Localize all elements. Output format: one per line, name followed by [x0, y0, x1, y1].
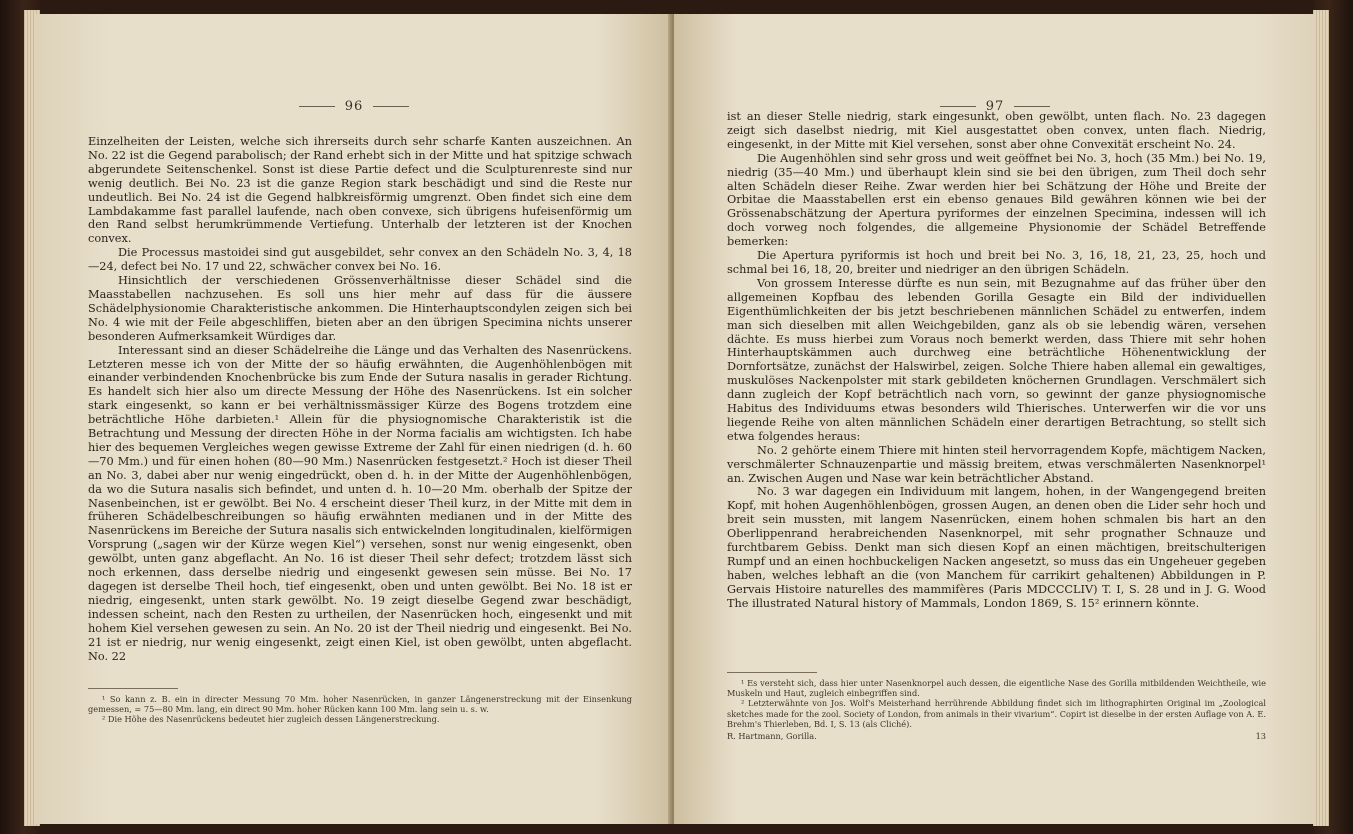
- paragraph: Einzelheiten der Leisten, welche sich ihrerseits durch sehr scharfe Kanten auszeichnen. An No. 22 ist die Gegend parabolisch; der Rand erhebt sich in der Mitte und hat spitzige schwach abgerundete Seitenschenkel. Sonst ist diese Partie defect und die Sculpturenreste sind nur wenig deutlich. Bei No. 23 ist die ganze Region stark beschädigt und sind die Reste nur undeutlich. Bei No. 24 ist die Gegend halbkreisförmig umgrenzt. Oben findet sich eine dem Lambdakamme fast parallel laufende, nach oben convexe, sich übrigens hufeisenförmig um den Rand selbst herumkrümmende Vertiefung. Unterhalb der letzteren ist der Knochen convex.: [88, 135, 632, 246]
- left-page-header: [36, 96, 672, 116]
- left-page-footnotes: [88, 688, 632, 725]
- paragraph: Die Augenhöhlen sind sehr gross und weit geöffnet bei No. 3, hoch (35 Mm.) bei No. 19, niedrig (35—40 Mm.) und überhaupt klein sind sie bei den übrigen, zum Theil doch sehr alten Schädeln dieser Reihe. Zwar werden hier bei Schätzung der Höhe und Breite der Orbitae die Maasstabellen erst ein ebenso genaues Bild gewähren können wie bei der Grössenabschätzung der Apertura pyriformes der einzelnen Specimina, indessen will ich doch vorweg noch folgendes, die allgemeine Physionomie der Schädel Betreffende bemerken:: [727, 151, 1266, 249]
- header-rule: [299, 106, 335, 107]
- paragraph: Die Apertura pyriformis ist hoch und breit bei No. 3, 16, 18, 21, 23, 25, hoch und schmal bei 16, 18, 20, breiter und niedriger an den übrigen Schädeln.: [727, 249, 1266, 276]
- paragraph: ist an dieser Stelle niedrig, stark eingesunkt, oben gewölbt, unten flach. No. 23 dagegen zeigt sich daselbst niedrig, mit Kiel ausgestattet oben convex, unten flach. Niedrig, eingesenkt, in der Mitte mit Kiel versehen, sonst aber ohne Convexität erscheint No. 24.: [727, 110, 1266, 151]
- footnote-rule: [88, 688, 178, 689]
- header-rule: [940, 106, 976, 107]
- paragraph: Hinsichtlich der verschiedenen Grössenverhältnisse dieser Schädel sind die Maasstabellen nachzusehen. Es soll uns hier mehr auf dass für die äussere Schädelphysionomie Charakteristische ankommen. Die Hinterhauptscondylen zeigen sich bei No. 4 wie mit der Feile abgeschliffen, bieten aber an den übrigen Specimina nichts unserer besonderen Aufmerksamkeit Würdiges dar.: [88, 274, 632, 343]
- right-page-body: [727, 110, 1266, 611]
- right-page: [674, 14, 1316, 824]
- left-page-body: [88, 135, 632, 663]
- paragraph: Die Processus mastoidei sind gut ausgebildet, sehr convex an den Schädeln No. 3, 4, 18—24, defect bei No. 17 und 22, schwächer convex bei No. 16.: [88, 246, 632, 274]
- signature-line: [727, 731, 1266, 741]
- signature-author: R. Hartmann, Gorilla.: [727, 731, 817, 742]
- right-page-footnotes: [727, 672, 1266, 741]
- footnote: ² Die Höhe des Nasenrückens bedeutet hier zugleich dessen Längenerstreckung.: [102, 714, 440, 725]
- header-rule: [373, 106, 409, 107]
- footnote-rule: [727, 672, 817, 673]
- signature-number: 13: [1255, 731, 1266, 742]
- left-page: [36, 14, 672, 824]
- left-page-number: 96: [344, 98, 364, 114]
- right-page-number: 97: [985, 98, 1005, 114]
- paragraph: No. 2 gehörte einem Thiere mit hinten steil hervorragendem Kopfe, mächtigem Nacken, verschmälerter Schnauzenpartie und mässig breitem, etwas verschmälerten Nasenknorpel¹ an. Zwischen Augen und Nase war kein beträchtlicher Abstand.: [727, 443, 1266, 485]
- footnote: ¹ Es versteht sich, dass hier unter Nasenknorpel auch dessen, die eigentliche Nase des Gorilla mitbildenden Weichtheile, wie Muskeln und Haut, zugleich einbegriffen sind.: [727, 678, 1266, 699]
- paragraph: Von grossem Interesse dürfte es nun sein, mit Bezugnahme auf das früher über den allgemeinen Kopfbau des lebenden Gorilla Gesagte ein Bild der individuellen Eigenthümlichkeiten der bis jetzt beschriebenen männlichen Schädel zu entwerfen, indem man sich dieselben mit allen Weichgebilden, ganz als ob sie lebendig wären, versehen dächte. Es muss hierbei zum Voraus noch bemerkt werden, dass Thiere mit sehr hohen Hinterhauptskämmen auch durchweg eine beträchtliche Höhenentwicklung der Dornfortsätze, zunächst der Halswirbel, zeigen. Solche Thiere haben allemal ein gewaltiges, muskulöses Nackenpolster mit stark gebildeten knöchernen Grundlagen. Verschmälert sich dann zugleich der Kopf beträchtlich nach vorn, so gewinnt der ganze physiognomische Habitus des Individuums etwas besonders wild Thierisches. Unterwerfen wir die vor uns liegende Reihe von alten männlichen Schädeln einer derartigen Betrachtung, so stellt sich etwa folgendes heraus:: [727, 276, 1266, 443]
- footnote: ² Letzterwähnte von Jos. Wolf's Meisterhand herrührende Abbildung findet sich im lithographirten Original im „Zoological sketches made for the zool. Society of London, from animals in their vivarium“. Copirt ist dieselbe in der ersten Auflage von A. E. Brehm's Thierleben, Bd. I, S. 13 (als Cliché).: [727, 698, 1266, 729]
- header-rule: [1014, 106, 1050, 107]
- paragraph: Interessant sind an dieser Schädelreihe die Länge und das Verhalten des Nasenrückens. Letzteren messe ich von der Mitte der so häufig erwähnten, die Augenhöhlenbögen mit einander verbindenden Knochenbrücke bis zum Ende der Sutura nasalis in gerader Richtung. Es handelt sich hier also um directe Messung der Höhe des Nasenrückens. Ist ein solcher stark eingesenkt, so kann er bei verhältnissmässiger Kürze des Bogens trotzdem eine beträchtliche Höhe darbieten.¹ Allein für die physiognomische Charakteristik ist die Betrachtung und Messung der directen Höhe in der Norma facialis am wichtigsten. Ich habe hier des bequemen Vergleiches wegen gewisse Extreme der Zahl für einen niedrigen (d. h. 60—70 Mm.) und für einen hohen (80—90 Mm.) Nasenrücken festgesetzt.² Hoch ist dieser Theil an No. 3, dabei aber nur wenig eingedrückt, oben d. h. in der Mitte der Augenhöhlenbögen, da wo die Sutura nasalis sich befindet, und unten d. h. 10—20 Mm. oberhalb der Spitze der Nasenbeinchen, ist er gewölbt. Bei No. 4 erscheint dieser Theil kurz, in der Mitte mit dem in früheren Schädelbeschreibungen so häufig erwähnten medianen und in der Mitte des Nasenrückens im Bereiche der Sutura nasalis sich entwickelnden longitudinalen, kielförmigen Vorsprung („sagen wir der Kürze wegen Kiel“) versehen, sonst nur wenig eingesenkt, oben gewölbt, unten ganz abgeflacht. An No. 16 ist dieser Theil sehr defect; trotzdem lässt sich noch erkennen, dass derselbe niedrig und eingesenkt gewesen sein müsse. Bei No. 17 dagegen ist derselbe Theil hoch, tief eingesenkt, oben und unten gewölbt. Bei No. 18 ist er niedrig, eingesenkt, unten stark gewölbt. No. 19 zeigt dieselbe Gegend zwar beschädigt, indessen scheint, nach den Resten zu urtheilen, der Nasenrücken hoch, eingesenkt und mit hohem Kiel versehen gewesen zu sein. An No. 20 ist der Theil niedrig und eingesenkt. Bei No. 21 ist er niedrig, nur wenig eingesenkt, zeigt einen Kiel, ist oben gewölbt, unten abgeflacht. No. 22: [88, 343, 632, 663]
- paragraph: No. 3 war dagegen ein Individuum mit langem, hohen, in der Wangengegend breiten Kopf, mit hohen Augenhöhlenbögen, grossen Augen, an denen oben die Lider sehr hoch und breit sein mussten, mit langem Nasenrücken, einem hohen schmalen bis hart an den Oberlippenrand herabreichenden Nasenknorpel, mit sehr prognather Schnauze und furchtbarem Gebiss. Denkt man sich diesen Kopf an einen mächtigen, breitschulterigen Rumpf und an einen hochbuckeligen Nacken angesetzt, so muss das ein Ungeheuer gegeben haben, welches lebhaft an die (von Manchem für carrikirt gehaltenen) Abbildungen in P. Gervais Histoire naturelles des mammifères (Paris MDCCCLIV) T. I, S. 28 und in J. G. Wood The illustrated Natural history of Mammals, London 1869, S. 15² erinnern könnte.: [727, 485, 1266, 610]
- footnote: ¹ So kann z. B. ein in directer Messung 70 Mm. hoher Nasenrücken, in ganzer Längenerstreckung mit der Einsenkung gemessen, = 75—80 Mm. lang, ein direct 90 Mm. hoher Rücken kann 100 Mm. lang sein u. s. w.: [88, 694, 632, 715]
